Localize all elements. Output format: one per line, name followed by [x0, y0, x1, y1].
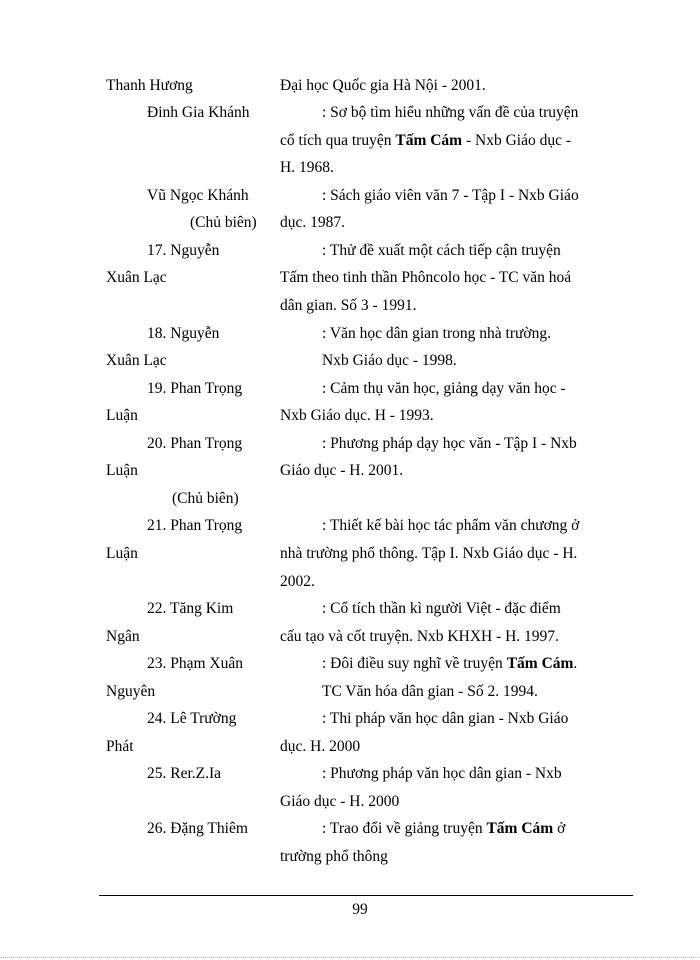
- page-edge-dotted-line: [0, 957, 700, 958]
- reference-line: : Phương pháp dạy học văn - Tập I - Nxb: [322, 435, 577, 452]
- reference-line: TC Văn hóa dân gian - Số 2. 1994.: [322, 683, 538, 700]
- author-line: Xuân Lạc: [106, 269, 167, 286]
- reference-line: : Đôi điều suy nghĩ về truyện Tấm Cám.: [322, 655, 578, 672]
- reference-line: : Thiết kế bài học tác phẩm văn chương ở: [322, 517, 580, 534]
- author-line: Thanh Hương: [106, 77, 193, 94]
- reference-line: cổ tích qua truyện Tấm Cám - Nxb Giáo dục -: [280, 132, 571, 149]
- reference-line: Nxb Giáo dục. H - 1993.: [280, 407, 434, 424]
- book-title-bold: Tấm Cám: [486, 820, 554, 837]
- footer-divider: [99, 895, 633, 896]
- reference-line: 2002.: [280, 573, 315, 590]
- reference-line: : Phương pháp văn học dân gian - Nxb: [322, 765, 562, 782]
- book-title-bold: Tấm Cám: [395, 132, 463, 149]
- author-line: Đinh Gia Khánh: [147, 104, 250, 121]
- reference-line: : Cổ tích thần kì người Việt - đặc điểm: [322, 600, 561, 617]
- author-line: 20. Phan Trọng: [147, 435, 243, 452]
- reference-line: nhà trường phổ thông. Tập I. Nxb Giáo dục - H.: [280, 545, 578, 562]
- author-line: 21. Phan Trọng: [147, 517, 243, 534]
- author-line: 19. Phan Trọng: [147, 380, 243, 397]
- author-line: 26. Đặng Thiêm: [147, 820, 248, 837]
- reference-line: : Thi pháp văn học dân gian - Nxb Giáo: [322, 710, 569, 727]
- reference-line: dân gian. Số 3 - 1991.: [280, 297, 417, 314]
- reference-line: cấu tạo và cốt truyện. Nxb KHXH - H. 1997.: [280, 628, 559, 645]
- reference-line: : Sách giáo viên văn 7 - Tập I - Nxb Giáo: [322, 187, 579, 204]
- author-line: 22. Tăng Kim: [147, 600, 234, 617]
- author-line: (Chủ biên): [190, 214, 257, 231]
- reference-line: : Trao đổi về giảng truyện Tấm Cám ở: [322, 820, 566, 837]
- author-line: (Chủ biên): [172, 490, 239, 507]
- page-number: 99: [352, 901, 368, 918]
- reference-line: Giáo dục - H. 2000: [280, 793, 400, 810]
- author-line: Vũ Ngọc Khánh: [147, 187, 249, 204]
- reference-line: dục. H. 2000: [280, 738, 361, 755]
- author-line: Luận: [106, 545, 138, 562]
- reference-line: Nxb Giáo dục - 1998.: [322, 352, 457, 369]
- author-line: 18. Nguyễn: [147, 325, 220, 342]
- author-line: Xuân Lạc: [106, 352, 167, 369]
- author-line: Luận: [106, 407, 138, 424]
- author-line: Phát: [106, 738, 134, 755]
- reference-line: Giáo dục - H. 2001.: [280, 462, 404, 479]
- reference-line: H. 1968.: [280, 159, 334, 176]
- reference-line: : Văn học dân gian trong nhà trường.: [322, 325, 551, 342]
- author-line: 24. Lê Trường: [147, 710, 237, 727]
- reference-line: dục. 1987.: [280, 214, 346, 231]
- author-line: Nguyên: [106, 683, 156, 700]
- reference-line: : Cảm thụ văn học, giảng dạy văn học -: [322, 380, 566, 397]
- author-line: 17. Nguyễn: [147, 242, 220, 259]
- book-title-bold: Tấm Cám: [506, 655, 574, 672]
- reference-line: Đại học Quốc gia Hà Nội - 2001.: [280, 77, 486, 94]
- author-line: 23. Phạm Xuân: [147, 655, 244, 672]
- reference-line: : Thử đề xuất một cách tiếp cận truyện: [322, 242, 561, 259]
- author-line: Ngân: [106, 628, 140, 645]
- reference-line: Tấm theo tinh thần Phôncolo học - TC văn hoá: [280, 269, 572, 286]
- author-line: Luận: [106, 462, 138, 479]
- author-line: 25. Rer.Z.Ia: [147, 765, 222, 782]
- reference-line: trường phổ thông: [280, 848, 388, 865]
- reference-line: : Sơ bộ tìm hiểu những vấn đề của truyện: [322, 104, 579, 121]
